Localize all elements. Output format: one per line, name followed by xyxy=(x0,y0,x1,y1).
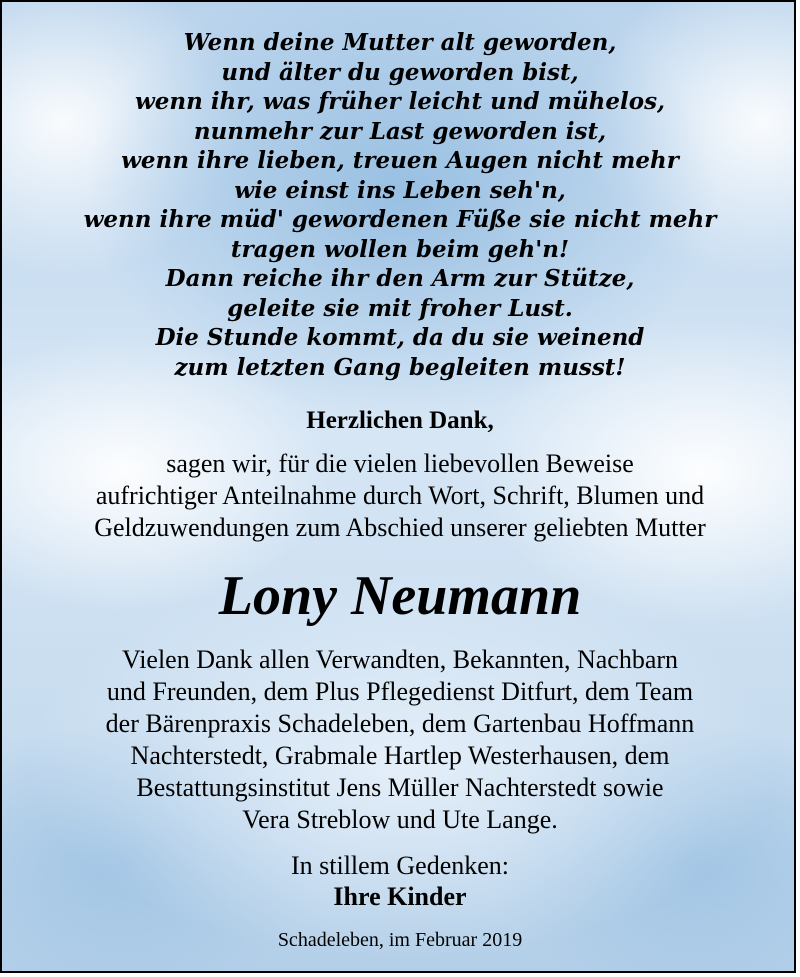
acknowledgement-line: Bestattungsinstitut Jens Müller Nachterstedt sowie xyxy=(136,773,664,802)
poem xyxy=(2,28,796,382)
obituary-content xyxy=(2,2,796,952)
thanks-line: Geldzuwendungen zum Abschied unserer geliebten Mutter xyxy=(94,513,706,542)
acknowledgement-line: Vera Streblow und Ute Lange. xyxy=(242,805,558,834)
thanks-line: aufrichtiger Anteilnahme durch Wort, Schrift, Blumen und xyxy=(95,481,705,510)
poem-line: Die Stunde kommt, da du sie weinend xyxy=(155,324,645,351)
acknowledgement-line: Nachterstedt, Grabmale Hartlep Westerhausen, dem xyxy=(130,741,670,770)
deceased-name: Lony Neumann xyxy=(218,565,582,627)
place-date: Schadeleben, im Februar 2019 xyxy=(277,929,523,951)
thanks-line: sagen wir, für die vielen liebevollen Beweise xyxy=(166,449,634,478)
poem-line: und älter du geworden bist, xyxy=(221,58,579,86)
poem-line: zum letzten Gang begleiten musst! xyxy=(174,353,626,381)
thanks-text xyxy=(2,448,796,544)
remembrance-text: In stillem Gedenken: xyxy=(290,851,510,880)
acknowledgement-line: der Bärenpraxis Schadeleben, dem Gartenbau Hoffmann xyxy=(105,709,695,738)
thanks-heading: Herzlichen Dank, xyxy=(306,407,494,434)
poem-line: wie einst ins Leben seh'n, xyxy=(234,176,566,204)
poem-line: geleite sie mit froher Lust. xyxy=(227,294,573,322)
poem-line: Dann reiche ihr den Arm zur Stütze, xyxy=(165,265,635,292)
poem-line: Wenn deine Mutter alt geworden, xyxy=(183,29,617,56)
signature: Ihre Kinder xyxy=(333,882,467,911)
poem-line: wenn ihre müd' gewordenen Füße sie nicht mehr xyxy=(83,206,717,233)
poem-line: tragen wollen beim geh'n! xyxy=(230,235,570,263)
poem-line: wenn ihre lieben, treuen Augen nicht mehr xyxy=(121,147,679,174)
poem-line: nunmehr zur Last geworden ist, xyxy=(193,117,607,145)
acknowledgement-line: Vielen Dank allen Verwandten, Bekannten, Nachbarn xyxy=(121,645,679,674)
acknowledgement-line: und Freunden, dem Plus Pflegedienst Ditfurt, dem Team xyxy=(106,677,694,706)
acknowledgements xyxy=(2,644,796,836)
poem-line: wenn ihr, was früher leicht und mühelos, xyxy=(134,88,666,115)
